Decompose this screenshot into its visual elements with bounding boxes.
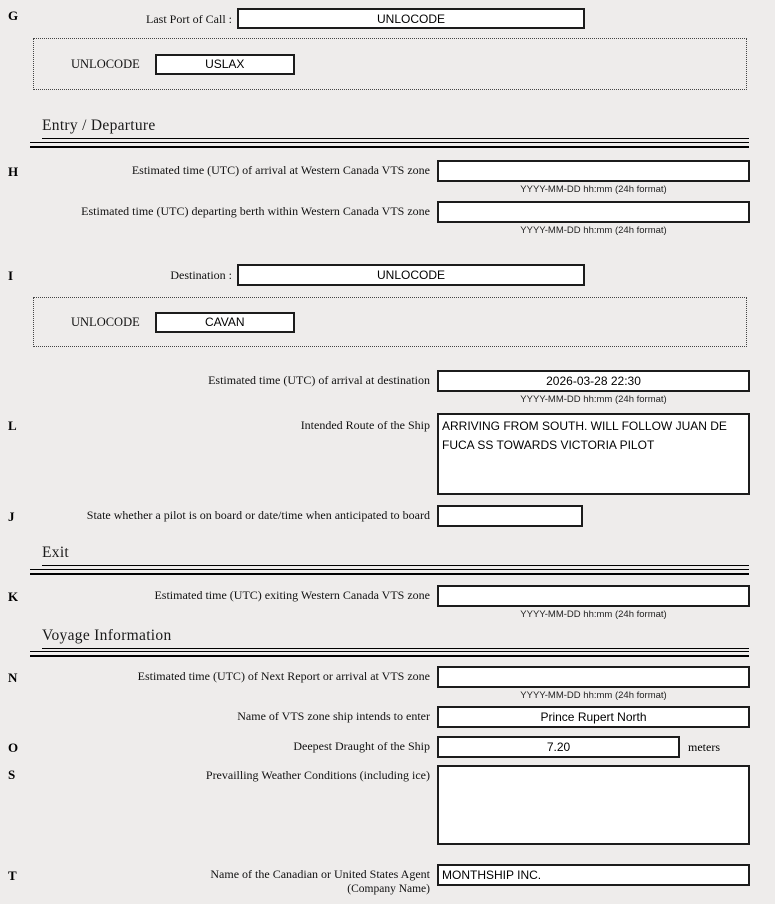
vts-zone-input[interactable] [437, 706, 750, 728]
eta-vts-format-hint: YYYY-MM-DD hh:mm (24h format) [520, 184, 667, 195]
row-etd-berth [0, 201, 775, 225]
etd-berth-input[interactable] [437, 201, 750, 223]
row-destination [0, 264, 775, 288]
section-heading-entry-departure: Entry / Departure [42, 117, 749, 139]
row-route [0, 413, 775, 497]
row-letter-h: H [8, 164, 19, 179]
draught-input[interactable] [437, 736, 680, 758]
last-port-unlocode-box [33, 38, 747, 90]
row-vts-zone [0, 706, 775, 730]
etd-vts-format-hint: YYYY-MM-DD hh:mm (24h format) [520, 609, 667, 620]
weather-label: Prevailling Weather Conditions (including ice) [205, 768, 430, 782]
pilot-label: State whether a pilot is on board or date/time when anticipated to board [86, 508, 430, 522]
next-report-label: Estimated time (UTC) of Next Report or arrival at VTS zone [137, 669, 430, 683]
section-heading-voyage-information: Voyage Information [42, 627, 749, 649]
eta-destination-label: Estimated time (UTC) of arrival at destination [208, 373, 430, 387]
eta-vts-input[interactable] [437, 160, 750, 182]
eta-vts-label: Estimated time (UTC) of arrival at Western Canada VTS zone [131, 163, 430, 177]
row-letter-o: O [8, 740, 19, 755]
etd-berth-format-hint: YYYY-MM-DD hh:mm (24h format) [520, 225, 667, 236]
section-rule [30, 569, 749, 575]
agent-input[interactable] [437, 864, 750, 886]
row-pilot [0, 505, 775, 529]
row-draught [0, 736, 775, 760]
row-weather [0, 765, 775, 847]
agent-label: Name of the Canadian or United States Agent [210, 867, 430, 881]
eta-destination-format-hint: YYYY-MM-DD hh:mm (24h format) [520, 394, 667, 405]
row-letter-k: K [8, 589, 19, 604]
etd-vts-input[interactable] [437, 585, 750, 607]
unlocode-label: UNLOCODE [71, 56, 140, 71]
row-letter-i: I [8, 268, 14, 283]
next-report-format-hint: YYYY-MM-DD hh:mm (24h format) [520, 690, 667, 701]
row-letter-l: L [8, 418, 17, 433]
etd-vts-label: Estimated time (UTC) exiting Western Canada VTS zone [154, 588, 430, 602]
row-next-report [0, 666, 775, 690]
row-eta-vts [0, 160, 775, 184]
route-label: Intended Route of the Ship [300, 418, 430, 432]
row-agent [0, 864, 775, 902]
agent-sublabel: (Company Name) [347, 883, 430, 895]
row-etd-vts [0, 585, 775, 609]
row-letter-j: J [8, 509, 15, 524]
etd-berth-label: Estimated time (UTC) departing berth within Western Canada VTS zone [81, 204, 430, 218]
destination-label: Destination : [170, 268, 232, 282]
next-report-input[interactable] [437, 666, 750, 688]
row-letter-g: G [8, 8, 19, 23]
destination-input[interactable] [237, 264, 585, 286]
unlocode-label: UNLOCODE [71, 314, 140, 329]
last-port-input[interactable] [237, 8, 585, 29]
destination-unlocode-box [33, 297, 747, 347]
row-eta-destination [0, 370, 775, 394]
pilot-input[interactable] [437, 505, 583, 527]
section-rule [30, 142, 749, 148]
section-rule [30, 651, 749, 657]
row-last-port [0, 8, 775, 32]
weather-textarea[interactable] [437, 765, 750, 845]
row-letter-t: T [8, 868, 17, 883]
last-port-unlocode-input[interactable] [155, 54, 295, 75]
destination-unlocode-input[interactable] [155, 312, 295, 333]
row-letter-n: N [8, 670, 18, 685]
section-heading-exit: Exit [42, 544, 749, 566]
last-port-label: Last Port of Call : [146, 12, 232, 26]
eta-destination-input[interactable] [437, 370, 750, 392]
vts-zone-label: Name of VTS zone ship intends to enter [237, 709, 430, 723]
row-letter-s: S [8, 767, 16, 782]
draught-unit-label: meters [688, 740, 720, 754]
draught-label: Deepest Draught of the Ship [293, 739, 430, 753]
route-textarea[interactable] [437, 413, 750, 495]
